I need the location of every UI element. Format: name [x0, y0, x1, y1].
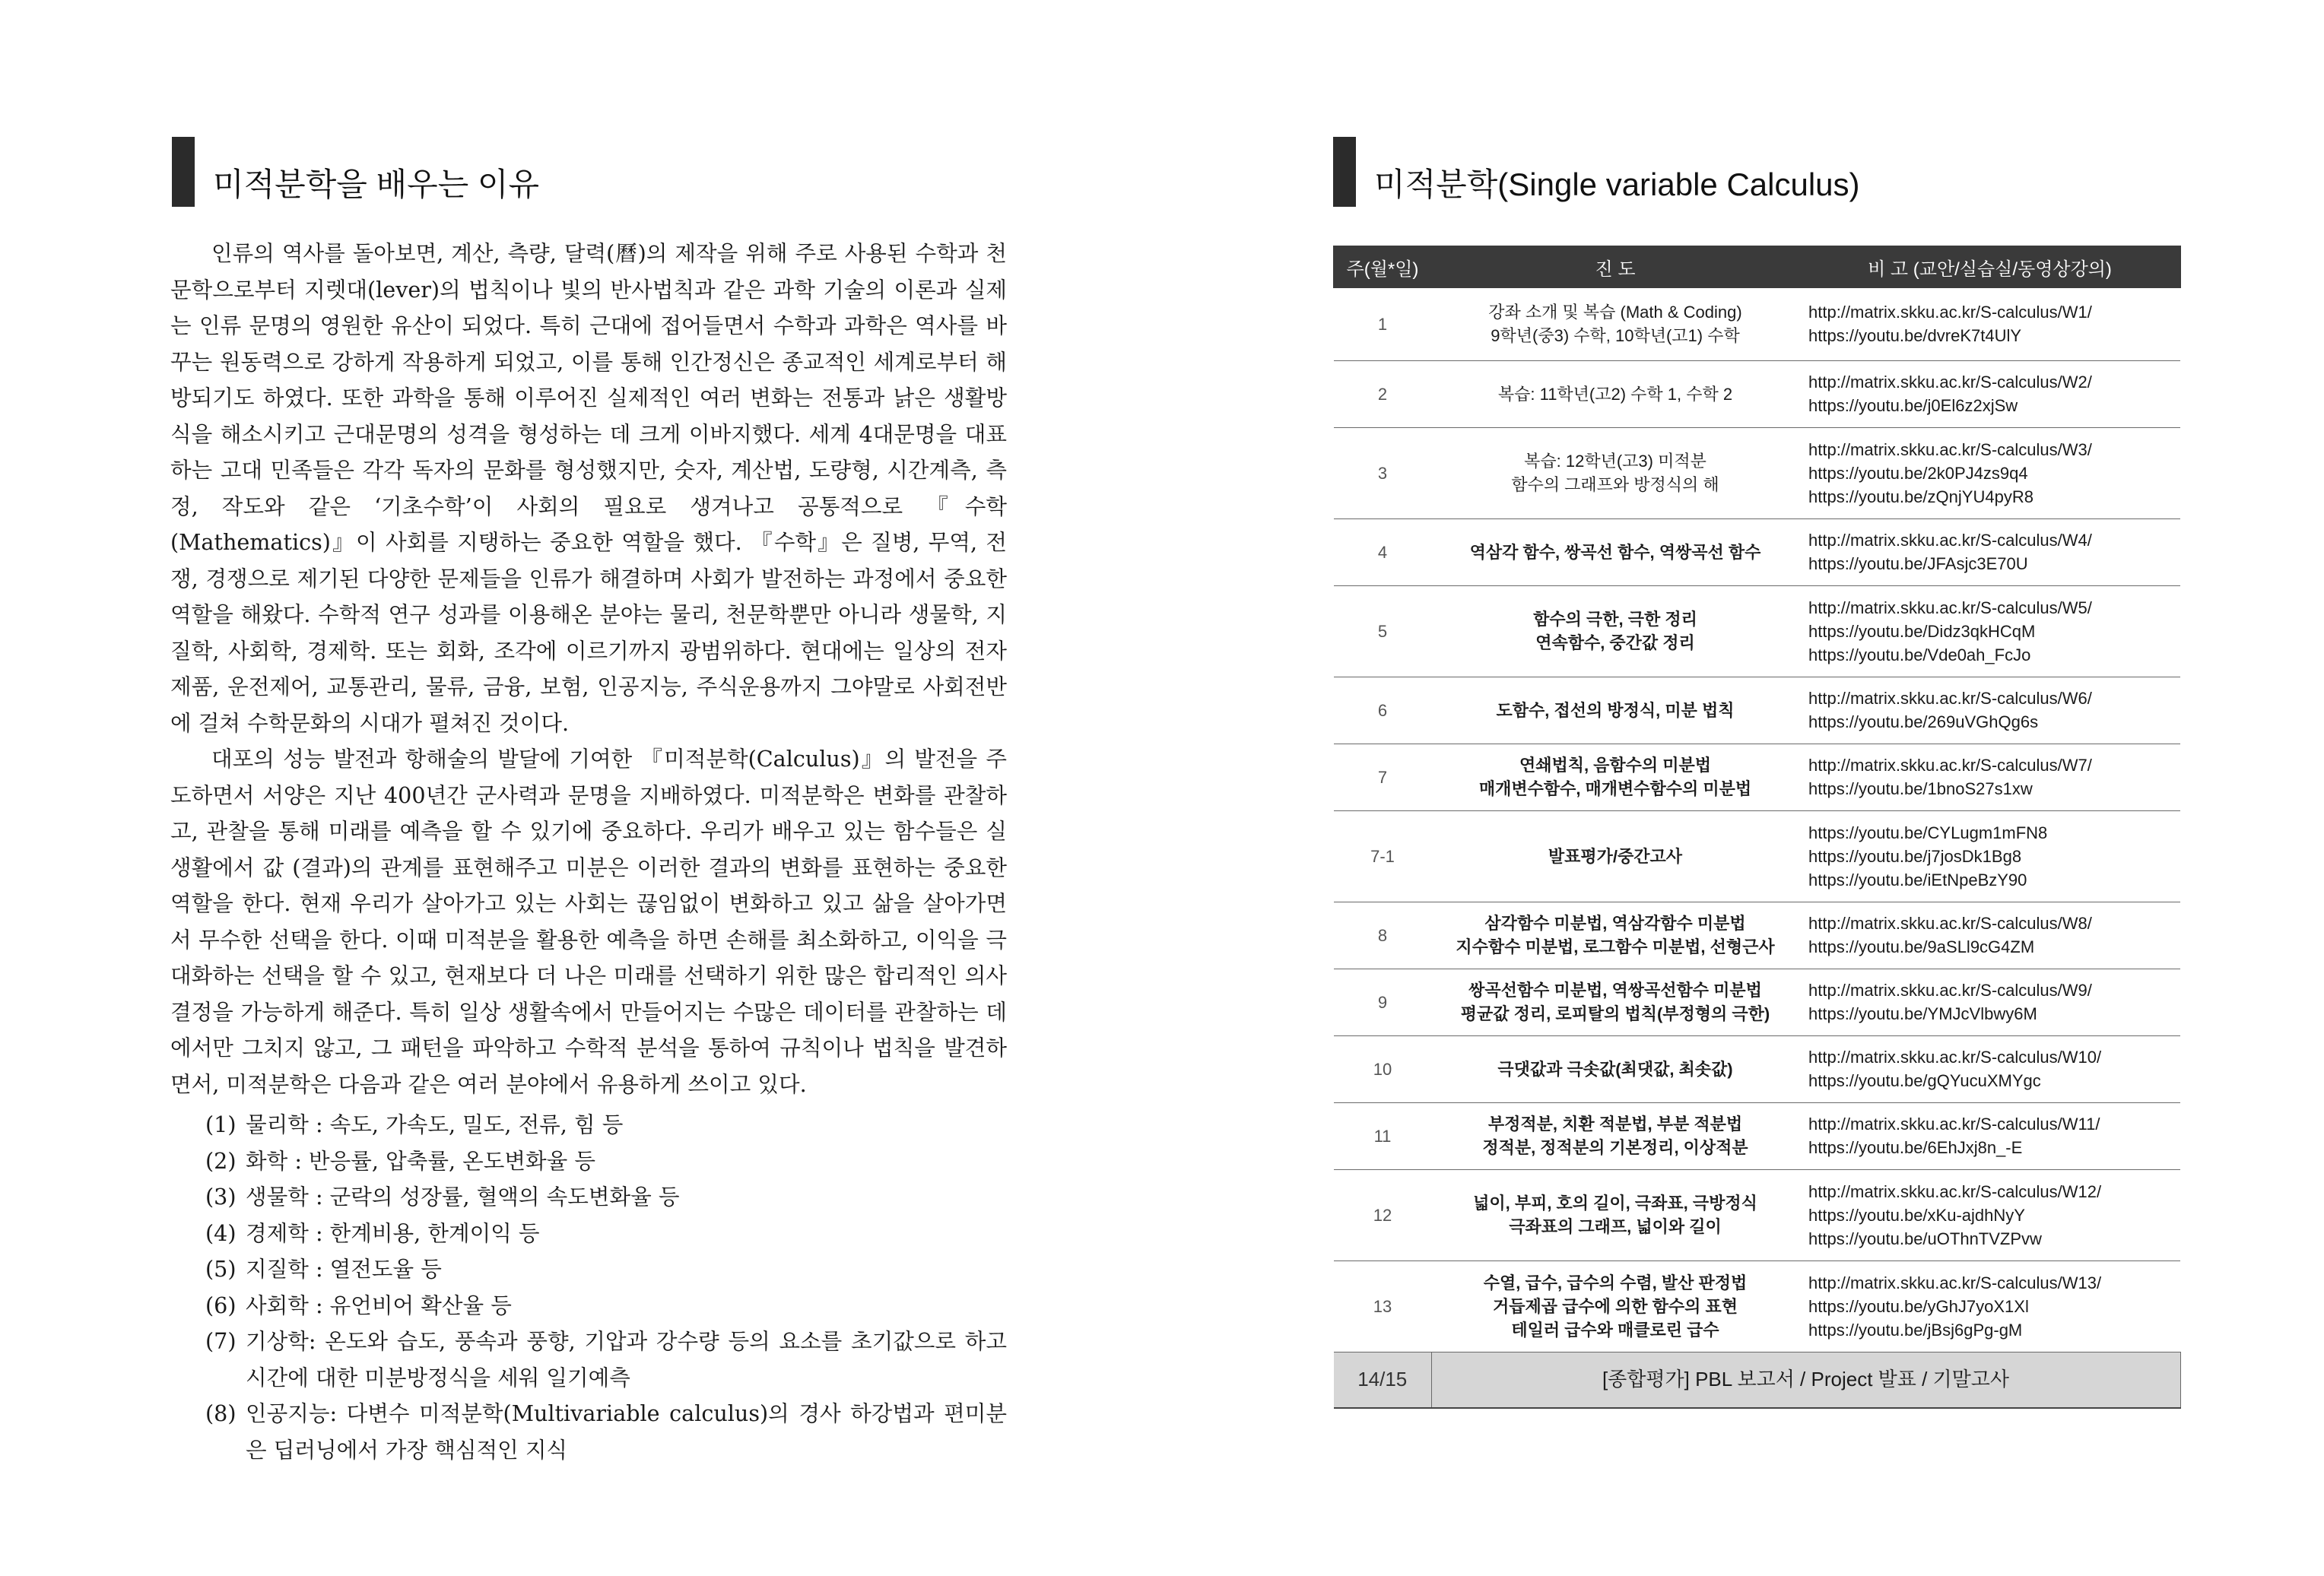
- week-cell: 14/15: [1334, 1352, 1431, 1408]
- topic-cell: [1431, 1102, 1799, 1169]
- list-item: [170, 1107, 1007, 1143]
- table-row: [1334, 1260, 2180, 1352]
- topic-cell: [1431, 1169, 1799, 1260]
- topic-line: 삼각함수 미분법, 역삼각함수 미분법: [1484, 914, 1746, 933]
- topic-line: 역삼각 함수, 쌍곡선 함수, 역쌍곡선 함수: [1469, 542, 1761, 562]
- body-text: [170, 236, 1007, 1468]
- item-text: 화학 : 반응률, 압축률, 온도변화율 등: [246, 1147, 595, 1174]
- final-row: [1334, 1352, 2180, 1408]
- item-number: (1): [205, 1111, 237, 1137]
- reference-link[interactable]: https://youtu.be/1bnoS27s1xw: [1808, 779, 2033, 798]
- reference-cell: [1799, 360, 2180, 427]
- week-cell: 3: [1334, 427, 1431, 518]
- table-row: [1334, 677, 2180, 744]
- topic-cell: [1431, 360, 1799, 427]
- topic-line: 부정적분, 치환 적분법, 부분 적분법: [1487, 1115, 1743, 1134]
- topic-cell: [1431, 518, 1799, 585]
- reference-link[interactable]: https://youtu.be/uOThnTVZPvw: [1808, 1229, 2042, 1248]
- reference-cell: [1799, 287, 2180, 360]
- reference-link[interactable]: http://matrix.skku.ac.kr/S-calculus/W9/: [1808, 981, 2092, 1000]
- topic-cell: [1431, 744, 1799, 810]
- item-number: (4): [205, 1219, 237, 1246]
- reference-cell: [1799, 677, 2180, 744]
- page-title: 미적분학(Single variable Calculus): [1374, 166, 1860, 202]
- reference-cell: [1799, 518, 2180, 585]
- reference-link[interactable]: https://youtu.be/yGhJ7yoX1Xl: [1808, 1296, 2029, 1316]
- topic-line: 극좌표의 그래프, 넓이와 길이: [1509, 1217, 1722, 1236]
- table-row: [1334, 1102, 2180, 1169]
- week-cell: 13: [1334, 1260, 1431, 1352]
- item-text: 물리학 : 속도, 가속도, 밀도, 전류, 힘 등: [246, 1111, 624, 1137]
- header-progress: 진 도: [1431, 246, 1799, 287]
- week-cell: 2: [1334, 360, 1431, 427]
- topic-line: 9학년(중3) 수학, 10학년(고1) 수학: [1491, 326, 1740, 346]
- reference-cell: [1799, 902, 2180, 969]
- list-item: [170, 1216, 1007, 1252]
- list-item: [170, 1396, 1007, 1468]
- reference-link[interactable]: https://youtu.be/gQYucuXMYgc: [1808, 1071, 2041, 1090]
- week-cell: 1: [1334, 287, 1431, 360]
- reference-link[interactable]: https://youtu.be/zQnjYU4pyR8: [1808, 487, 2034, 506]
- topic-cell: [1431, 287, 1799, 360]
- topic-line: 넓이, 부피, 호의 길이, 극좌표, 극방정식: [1473, 1194, 1757, 1213]
- item-text: 인공지능: 다변수 미적분학(Multivariable calculus)의 경사 하강법과 편미분은 딥러닝에서 가장 핵심적인 지식: [246, 1400, 1007, 1463]
- list-item: [170, 1251, 1007, 1288]
- reference-link[interactable]: http://matrix.skku.ac.kr/S-calculus/W11/: [1808, 1115, 2100, 1134]
- week-cell: 5: [1334, 585, 1431, 677]
- item-number: (7): [205, 1328, 237, 1354]
- section-heading: [172, 137, 539, 207]
- reference-cell: [1799, 969, 2180, 1035]
- reference-cell: [1799, 1102, 2180, 1169]
- reference-link[interactable]: http://matrix.skku.ac.kr/S-calculus/W10/: [1808, 1048, 2102, 1067]
- application-list: [170, 1107, 1007, 1468]
- reference-cell: [1799, 427, 2180, 518]
- topic-cell: [1431, 677, 1799, 744]
- final-assessment: [종합평가] PBL 보고서 / Project 발표 / 기말고사: [1431, 1352, 2180, 1408]
- list-item: [170, 1179, 1007, 1216]
- topic-line: 연쇄법칙, 음함수의 미분법: [1519, 756, 1712, 775]
- reference-link[interactable]: https://youtu.be/2k0PJ4zs9q4: [1808, 463, 2028, 483]
- reference-link[interactable]: https://youtu.be/xKu-ajdhNyY: [1808, 1205, 2025, 1225]
- table-row: [1334, 1169, 2180, 1260]
- table-row: [1334, 518, 2180, 585]
- item-text: 생물학 : 군락의 성장률, 혈액의 속도변화율 등: [246, 1184, 680, 1210]
- reference-link[interactable]: https://youtu.be/CYLugm1mFN8: [1808, 823, 2048, 842]
- week-cell: 12: [1334, 1169, 1431, 1260]
- paragraph-1: 인류의 역사를 돌아보면, 계산, 측량, 달력(曆)의 제작을 위해 주로 사용된 수학과 천문학으로부터 지렛대(lever)의 법칙이나 빛의 반사법칙과 같은 과학 기술의 이론과 실제는 인류 문명의 영원한 유산이 되었다. 특히 근대에 접어들면서 수학과 과학은 역사를 바꾸는 원동력으로 강하게 작용하게 되었고, 이를 통해 인간정신은 종교적인 세계로부터 해방되기도 하였다. 또한 과학을 통해 이루어진 실제적인 여러 변화는 전통과 낡은 생활방식을 해소시키고 근대문명의 성격을 형성하는 데 크게 이바지했다. 세계 4대문명을 대표하는 고대 민족들은 각각 독자의 문화를 형성했지만, 숫자, 계산법, 도량형, 시간계측, 측정, 작도와 같은 ‘기초수학’이 사회의 필요로 생겨나고 공통적으로 『수학(Mathematics)』이 사회를 지탱하는 중요한 역할을 했다. 『수학』은 질병, 무역, 전쟁, 경쟁으로 제기된 다양한 문제들을 인류가 해결하며 사회가 발전하는 과정에서 중요한 역할을 해왔다. 수학적 연구 성과를 이용해온 분야는 물리, 천문학뿐만 아니라 생물학, 지질학, 사회학, 경제학. 또는 회화, 조각에 이르기까지 광범위하다. 현대에는 일상의 전자제품, 운전제어, 교통관리, 물류, 금융, 보험, 인공지능, 주식운용까지 그야말로 사회전반에 걸쳐 수학문화의 시대가 펼쳐진 것이다.: [170, 240, 1007, 736]
- reference-link[interactable]: https://youtu.be/j0El6z2xjSw: [1808, 396, 2018, 415]
- topic-line: 정적분, 정적분의 기본정리, 이상적분: [1482, 1138, 1748, 1157]
- topic-line: 수열, 급수, 급수의 수렴, 발산 판정법: [1483, 1273, 1748, 1292]
- table-header-row: [1334, 246, 2180, 287]
- reference-link[interactable]: https://youtu.be/JFAsjc3E70U: [1808, 554, 2028, 573]
- table-row: [1334, 810, 2180, 902]
- item-number: (2): [205, 1147, 237, 1174]
- topic-line: 거듭제곱 급수에 의한 함수의 표현: [1493, 1296, 1738, 1316]
- reference-link[interactable]: https://youtu.be/jBsj6gPg-gM: [1808, 1320, 2023, 1340]
- topic-line: 함수의 그래프와 방정식의 해: [1511, 475, 1719, 494]
- topic-cell: [1431, 969, 1799, 1035]
- item-text: 사회학 : 유언비어 확산율 등: [246, 1292, 512, 1318]
- item-text: 기상학: 온도와 습도, 풍속과 풍향, 기압과 강수량 등의 요소를 초기값으로 하고 시간에 대한 미분방정식을 세워 일기예측: [246, 1328, 1007, 1390]
- topic-line: 강좌 소개 및 복습 (Math & Coding): [1488, 303, 1742, 322]
- item-number: (8): [205, 1400, 237, 1426]
- reference-cell: [1799, 1169, 2180, 1260]
- topic-line: 연속함수, 중간값 정리: [1535, 633, 1695, 652]
- reference-cell: [1799, 744, 2180, 810]
- topic-cell: [1431, 427, 1799, 518]
- section-heading: [1333, 137, 1860, 207]
- week-cell: 10: [1334, 1035, 1431, 1102]
- reference-link[interactable]: https://youtu.be/6EhJxj8n_-E: [1808, 1138, 2023, 1157]
- reference-link[interactable]: https://youtu.be/Vde0ah_FcJo: [1808, 645, 2031, 664]
- reference-cell: [1799, 810, 2180, 902]
- reference-link[interactable]: http://matrix.skku.ac.kr/S-calculus/W6/: [1808, 689, 2092, 708]
- topic-line: 발표평가/중간고사: [1548, 846, 1683, 866]
- schedule-body: [1334, 287, 2180, 1408]
- item-text: 경제학 : 한계비용, 한계이익 등: [246, 1219, 540, 1246]
- week-cell: 7: [1334, 744, 1431, 810]
- table-row: [1334, 287, 2180, 360]
- item-number: (5): [205, 1256, 237, 1282]
- heading-bar: [1333, 137, 1356, 207]
- reference-link[interactable]: https://youtu.be/dvreK7t4UlY: [1808, 326, 2022, 346]
- list-item: [170, 1324, 1007, 1396]
- week-cell: 4: [1334, 518, 1431, 585]
- reference-link[interactable]: https://youtu.be/j7josDk1Bg8: [1808, 846, 2022, 866]
- header-week: 주(월*일): [1334, 246, 1431, 287]
- topic-cell: [1431, 1260, 1799, 1352]
- topic-line: 복습: 12학년(고3) 미적분: [1524, 452, 1706, 471]
- right-page: [1162, 0, 2324, 1576]
- page-title: 미적분학을 배우는 이유: [213, 166, 540, 202]
- paragraph-2: 대포의 성능 발전과 항해술의 발달에 기여한 『미적분학(Calculus)』의 발전을 주도하면서 서양은 지난 400년간 군사력과 문명을 지배하였다. 미적분학은 변화를 관찰하고, 관찰을 통해 미래를 예측을 할 수 있기에 중요하다. 우리가 배우고 있는 함수들은 실생활에서 값 (결과)의 관계를 표현해주고 미분은 이러한 결과의 변화를 표현하는 중요한 역할을 한다. 현재 우리가 살아가고 있는 사회는 끊임없이 변화하고 있고 삶을 살아가면서 무수한 선택을 한다. 이때 미적분을 활용한 예측을 하면 손해를 최소화하고, 이익을 극대화하는 선택을 할 수 있고, 현재보다 더 나은 미래를 선택하기 위한 많은 합리적인 의사결정을 가능하게 해준다. 특히 일상 생활속에서 만들어지는 수많은 데이터를 관찰하는 데에서만 그치지 않고, 그 패턴을 파악하고 수학적 분석을 통하여 규칙이나 법칙을 발견하면서, 미적분학은 다음과 같은 여러 분야에서 유용하게 쓰이고 있다.: [170, 746, 1007, 1097]
- table-row: [1334, 902, 2180, 969]
- topic-cell: [1431, 902, 1799, 969]
- topic-line: 함수의 극한, 극한 정리: [1533, 610, 1697, 629]
- table-row: [1334, 360, 2180, 427]
- topic-line: 평균값 정리, 로피탈의 법칙(부정형의 극한): [1460, 1004, 1770, 1023]
- reference-link[interactable]: https://youtu.be/YMJcVlbwy6M: [1808, 1004, 2037, 1023]
- item-text: 지질학 : 열전도율 등: [246, 1256, 442, 1282]
- week-cell: 6: [1334, 677, 1431, 744]
- week-cell: 9: [1334, 969, 1431, 1035]
- item-number: (3): [205, 1184, 237, 1210]
- reference-link[interactable]: http://matrix.skku.ac.kr/S-calculus/W5/: [1808, 598, 2092, 617]
- topic-line: 쌍곡선함수 미분법, 역쌍곡선함수 미분법: [1468, 981, 1762, 1000]
- reference-link[interactable]: http://matrix.skku.ac.kr/S-calculus/W3/: [1808, 439, 2092, 459]
- topic-line: 테일러 급수와 매클로린 급수: [1511, 1320, 1719, 1340]
- week-cell: 7-1: [1334, 810, 1431, 902]
- reference-link[interactable]: http://matrix.skku.ac.kr/S-calculus/W7/: [1808, 756, 2092, 775]
- topic-cell: [1431, 1035, 1799, 1102]
- reference-link[interactable]: http://matrix.skku.ac.kr/S-calculus/W1/: [1808, 303, 2092, 322]
- table-row: [1334, 427, 2180, 518]
- table-row: [1334, 969, 2180, 1035]
- table-row: [1334, 744, 2180, 810]
- reference-cell: [1799, 1035, 2180, 1102]
- reference-link[interactable]: https://youtu.be/iEtNpeBzY90: [1808, 870, 2027, 889]
- topic-line: 극댓값과 극솟값(최댓값, 최솟값): [1497, 1059, 1733, 1079]
- topic-line: 복습: 11학년(고2) 수학 1, 수학 2: [1497, 384, 1733, 404]
- list-item: [170, 1288, 1007, 1324]
- reference-link[interactable]: http://matrix.skku.ac.kr/S-calculus/W12/: [1808, 1181, 2102, 1201]
- week-cell: 8: [1334, 902, 1431, 969]
- table-row: [1334, 585, 2180, 677]
- week-cell: 11: [1334, 1102, 1431, 1169]
- topic-line: 도함수, 접선의 방정식, 미분 법칙: [1496, 700, 1735, 720]
- reference-cell: [1799, 1260, 2180, 1352]
- reference-link[interactable]: https://youtu.be/269uVGhQg6s: [1808, 712, 2039, 731]
- topic-line: 매개변수함수, 매개변수함수의 미분법: [1478, 779, 1752, 798]
- reference-link[interactable]: http://matrix.skku.ac.kr/S-calculus/W4/: [1808, 531, 2092, 550]
- header-remarks: 비 고 (교안/실습실/동영상강의): [1799, 246, 2180, 287]
- heading-bar: [172, 137, 195, 207]
- list-item: [170, 1143, 1007, 1180]
- reference-link[interactable]: https://youtu.be/Didz3qkHCqM: [1808, 621, 2036, 641]
- schedule-table: [1333, 246, 2181, 1409]
- reference-link[interactable]: http://matrix.skku.ac.kr/S-calculus/W8/: [1808, 914, 2092, 933]
- topic-cell: [1431, 585, 1799, 677]
- reference-link[interactable]: http://matrix.skku.ac.kr/S-calculus/W2/: [1808, 373, 2092, 392]
- topic-cell: [1431, 810, 1799, 902]
- table-row: [1334, 1035, 2180, 1102]
- reference-link[interactable]: https://youtu.be/9aSLl9cG4ZM: [1808, 937, 2035, 956]
- topic-line: 지수함수 미분법, 로그함수 미분법, 선형근사: [1456, 937, 1775, 956]
- item-number: (6): [205, 1292, 237, 1318]
- reference-cell: [1799, 585, 2180, 677]
- reference-link[interactable]: http://matrix.skku.ac.kr/S-calculus/W13/: [1808, 1273, 2102, 1292]
